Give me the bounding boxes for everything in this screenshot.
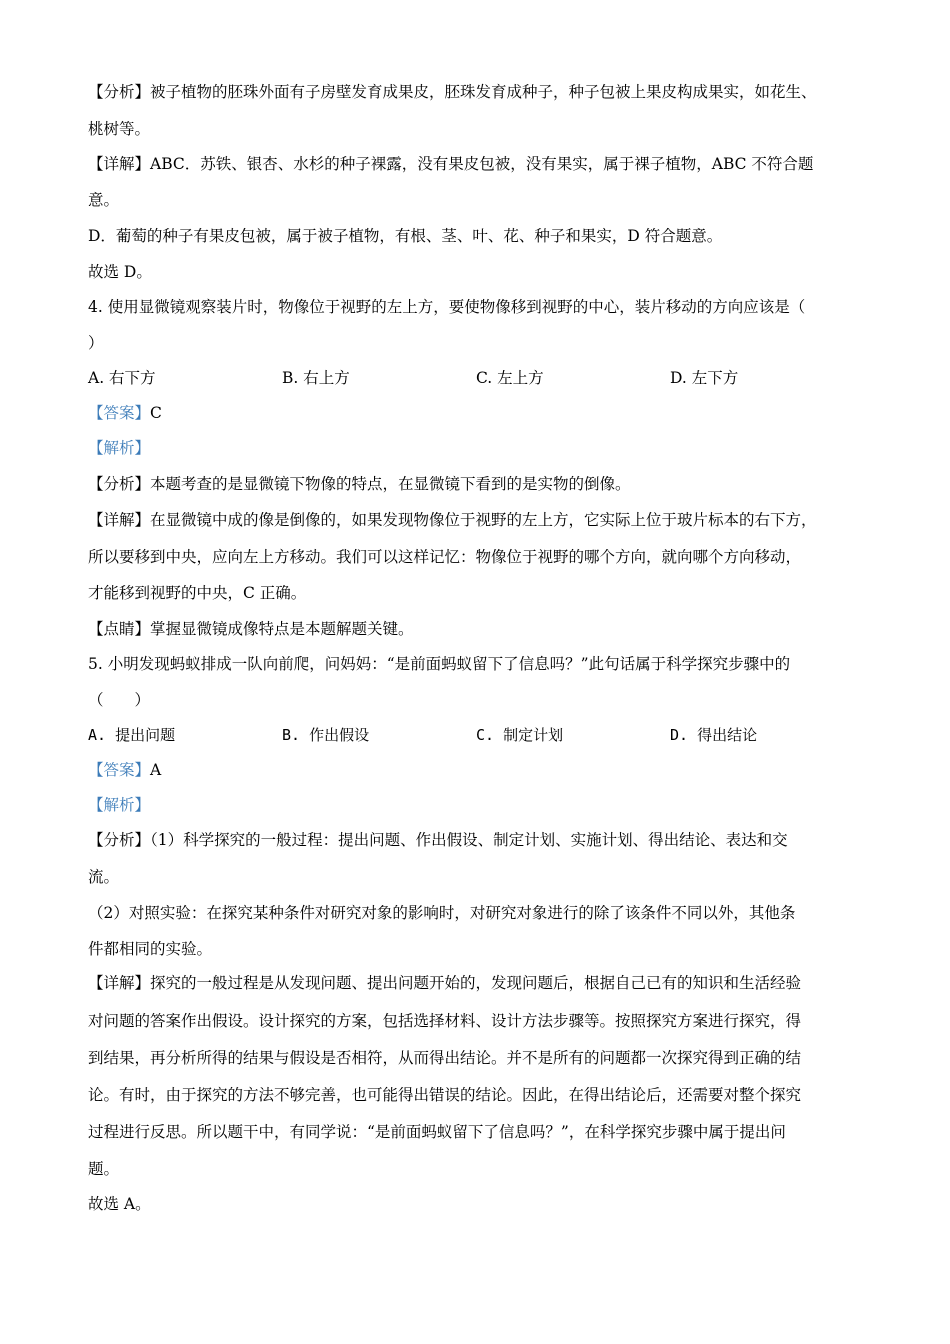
q4-analysis-line: [88, 473, 878, 495]
answer-tag: 【答案】: [88, 761, 151, 779]
q5-analysis-line-2: 流。: [88, 868, 120, 886]
q5-option-d: D. 得出结论: [670, 726, 758, 744]
dianjing-tag: 【点睛】: [88, 620, 151, 638]
q4-answer-value: C: [150, 404, 162, 422]
q3-conclusion: 故选 D。: [88, 263, 152, 281]
q5-detail-text: 探究的一般过程是从发现问题、提出问题开始的，发现问题后，根据自己已有的知识和生活经验: [150, 974, 802, 992]
q5-answer-line: [88, 759, 878, 781]
q5-answer-value: A: [150, 761, 162, 779]
q5-detail-line-1: [88, 972, 878, 994]
q5-option-b: B. 作出假设: [282, 726, 370, 744]
q4-answer-line: [88, 402, 878, 424]
detail-tag: 【详解】: [88, 155, 151, 173]
analysis-tag: 【分析】: [88, 831, 151, 849]
q3-detail-text: ABC．苏铁、银杏、水杉的种子裸露，没有果皮包被，没有果实，属于裸子植物，ABC 不符合题: [150, 155, 814, 173]
q5-analysis-line-1: [88, 829, 878, 851]
q4-stem-line-2: ）: [88, 334, 104, 352]
q4-dianjing-text: 掌握显微镜成像特点是本题解题关键。: [150, 620, 414, 638]
q5-stem-line-1: 5. 小明发现蚂蚁排成一队向前爬，问妈妈：“是前面蚂蚁留下了信息吗？”此句话属于科学探究步骤中的: [88, 655, 791, 673]
q5-detail-line-5: 过程进行反思。所以题干中，有同学说：“是前面蚂蚁留下了信息吗？”，在科学探究步骤中属于提出问: [88, 1123, 786, 1141]
q3-detail-line-3: D．葡萄的种子有果皮包被，属于被子植物，有根、茎、叶、花、种子和果实，D 符合题意。: [88, 227, 723, 245]
q5-detail-line-2: 对问题的答案作出假设。设计探究的方案，包括选择材料、设计方法步骤等。按照探究方案进行探究，得: [88, 1012, 802, 1030]
q4-option-a: A. 右下方: [88, 369, 156, 387]
q4-jiexi-tag: 【解析】: [88, 439, 151, 457]
q5-option-a: A. 提出问题: [88, 726, 176, 744]
answer-tag: 【答案】: [88, 404, 151, 422]
q5-jiexi-tag: 【解析】: [88, 796, 151, 814]
q4-analysis-text: 本题考查的是显微镜下物像的特点，在显微镜下看到的是实物的倒像。: [150, 475, 631, 493]
q3-analysis-text: 被子植物的胚珠外面有子房壁发育成果皮，胚珠发育成种子，种子包被上果皮构成果实，如花生、: [150, 83, 817, 101]
q4-option-c: C. 左上方: [476, 369, 544, 387]
detail-tag: 【详解】: [88, 974, 151, 992]
q5-option-c: C. 制定计划: [476, 726, 564, 744]
q5-detail-line-3: 到结果，再分析所得的结果与假设是否相符，从而得出结论。并不是所有的问题都一次探究得到正确的结: [88, 1049, 802, 1067]
analysis-tag: 【分析】: [88, 83, 151, 101]
detail-tag: 【详解】: [88, 511, 151, 529]
q5-analysis-text: （1）科学探究的一般过程：提出问题、作出假设、制定计划、实施计划、得出结论、表达和交: [150, 831, 788, 849]
q5-detail-line-4: 论。有时，由于探究的方法不够完善，也可能得出错误的结论。因此，在得出结论后，还需要对整个探究: [88, 1086, 802, 1104]
q5-conclusion: 故选 A。: [88, 1195, 151, 1213]
q5-analysis-line-4: 件都相同的实验。: [88, 940, 213, 958]
q3-detail-line-1: [88, 153, 878, 175]
q4-detail-line-2: 所以要移到中央，应向左上方移动。我们可以这样记忆：物像位于视野的哪个方向，就向哪个方向移动，: [88, 548, 802, 566]
q4-detail-line-3: 才能移到视野的中央，C 正确。: [88, 584, 307, 602]
q4-option-d: D. 左下方: [670, 369, 739, 387]
q5-detail-line-6: 题。: [88, 1160, 120, 1178]
q5-analysis-line-3: （2）对照实验：在探究某种条件对研究对象的影响时，对研究对象进行的除了该条件不同以外，其他条: [88, 904, 796, 922]
q4-detail-text: 在显微镜中成的像是倒像的，如果发现物像位于视野的左上方，它实际上位于玻片标本的右下方，: [150, 511, 817, 529]
q4-dianjing-line: [88, 618, 878, 640]
q4-detail-line-1: [88, 509, 878, 531]
q5-stem-line-2: （ ）: [88, 691, 151, 709]
q3-detail-line-2: 意。: [88, 191, 120, 209]
analysis-tag: 【分析】: [88, 475, 151, 493]
q3-analysis-line-2: 桃树等。: [88, 120, 151, 138]
q4-option-b: B. 右上方: [282, 369, 350, 387]
q4-stem-line-1: 4. 使用显微镜观察装片时，物像位于视野的左上方，要使物像移到视野的中心，装片移动的方向应该是（: [88, 298, 806, 316]
q3-analysis-line-1: [88, 81, 878, 103]
